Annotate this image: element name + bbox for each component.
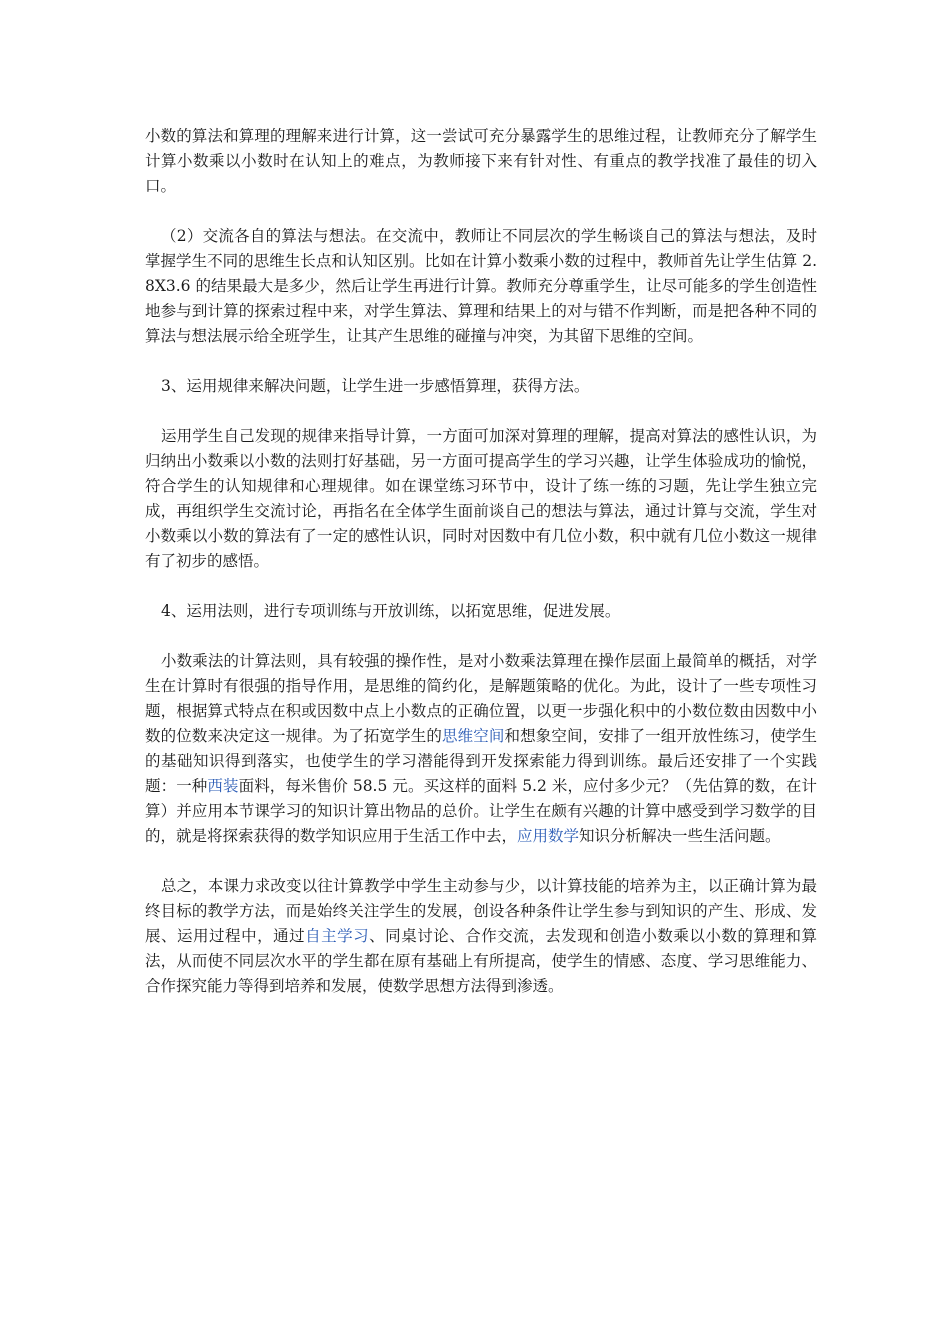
- document-page: [145, 124, 817, 1024]
- link-applied-math[interactable]: 应用数学: [517, 827, 580, 845]
- paragraph-4-text-2: 和想象空间，安排了一组开放性练习，使学生的基础知识得到落实，也使学生的学习潜能得到开发探索能力得到训练。最后还安排了一个实践题：一种: [145, 727, 817, 795]
- section-heading-4: 4、运用法则，进行专项训练与开放训练，以拓宽思维，促进发展。: [161, 602, 621, 620]
- link-self-study[interactable]: 自主学习: [305, 927, 370, 945]
- paragraph-4-text-3: 面料，每米售价 58.5 元。买这样的面料 5.2 米，应付多少元？（先估算的数，在计算）并应用本节课学习的知识计算出物品的总价。让学生在颇有兴趣的计算中感受到学习数学的目的，就是将探索获得的数学知识应用于生活工作中去，: [145, 777, 817, 845]
- link-suit[interactable]: 西装: [207, 777, 239, 795]
- paragraph-4-text-1: 小数乘法的计算法则，具有较强的操作性，是对小数乘法算理在操作层面上最简单的概括，对学生在计算时有很强的指导作用，是思维的简约化，是解题策略的优化。为此，设计了一些专项性习题，根据算式特点在积或因数中点上小数点的正确位置，以更一步强化积中的小数位数由因数中小数的位数来决定这一规律。为了拓宽学生的: [145, 652, 817, 745]
- paragraph-5-text-1: 总之，本课力求改变以往计算教学中学生主动参与少，以计算技能的培养为主，以正确计算为最终目标的教学方法，而是始终关注学生的发展，创设各种条件让学生参与到知识的产生、形成、发展、运用过程中，通过: [145, 877, 817, 945]
- paragraph-3: 运用学生自己发现的规律来指导计算，一方面可加深对算理的理解，提高对算法的感性认识，为归纳出小数乘以小数的法则打好基础，另一方面可提高学生的学习兴趣，让学生体验成功的愉悦，符合学生的认知规律和心理规律。如在课堂练习环节中，设计了练一练的习题，先让学生独立完成，再组织学生交流讨论，再指名在全体学生面前谈自己的想法与算法，通过计算与交流，学生对小数乘以小数的算法有了一定的感性认识，同时对因数中有几位小数，积中就有几位小数这一规律有了初步的感悟。: [145, 427, 817, 570]
- paragraph-4-text-4: 知识分析解决一些生活问题。: [579, 827, 781, 845]
- link-thinking-space[interactable]: 思维空间: [441, 727, 505, 745]
- section-heading-3: 3、运用规律来解决问题，让学生进一步感悟算理，获得方法。: [161, 377, 590, 395]
- paragraph-2: （2）交流各自的算法与想法。在交流中，教师让不同层次的学生畅谈自己的算法与想法，及时掌握学生不同的思维生长点和认知区别。比如在计算小数乘小数的过程中，教师首先让学生估算 2.8X3.6 的结果最大是多少，然后让学生再进行计算。教师充分尊重学生，让尽可能多的学生创造性地参与到计算的探索过程中来，对学生算法、算理和结果上的对与错不作判断，而是把各种不同的算法与想法展示给全班学生，让其产生思维的碰撞与冲突，为其留下思维的空间。: [145, 227, 817, 345]
- paragraph-5: [145, 874, 817, 999]
- paragraph-5-text-2: 、同桌讨论、合作交流，去发现和创造小数乘以小数的算理和算法，从而使不同层次水平的学生都在原有基础上有所提高，使学生的情感、态度、学习思维能力、合作探究能力等得到培养和发展，使数学思想方法得到渗透。: [145, 927, 817, 995]
- paragraph-4: [145, 649, 817, 849]
- paragraph-1: 小数的算法和算理的理解来进行计算，这一尝试可充分暴露学生的思维过程，让教师充分了解学生计算小数乘以小数时在认知上的难点，为教师接下来有针对性、有重点的教学找准了最佳的切入口。: [145, 127, 817, 195]
